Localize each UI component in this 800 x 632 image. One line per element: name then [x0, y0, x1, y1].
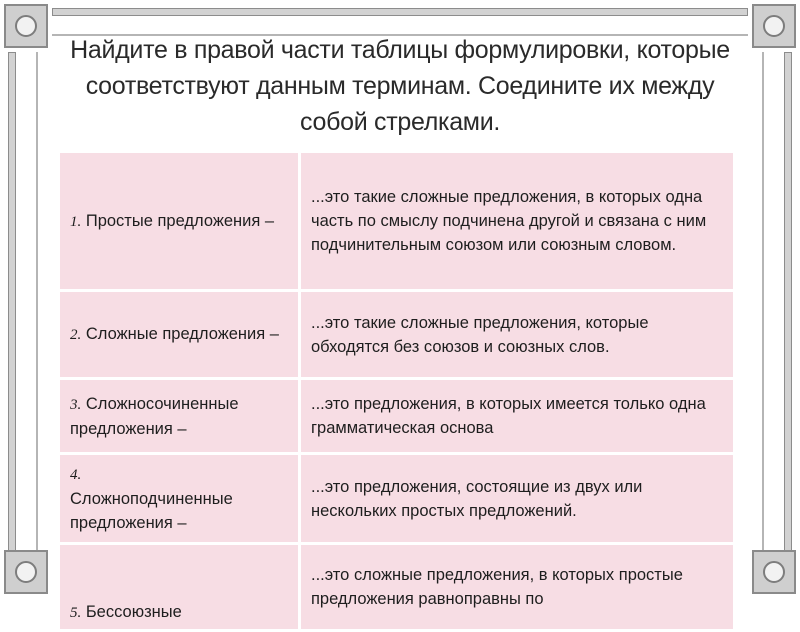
term-cell — [60, 291, 300, 379]
corner-knob-icon — [763, 561, 785, 583]
corner-knob-icon — [15, 561, 37, 583]
table-row — [60, 544, 733, 631]
term-text: Бессоюзные — [85, 603, 182, 621]
term-number: 1. — [70, 213, 82, 230]
corner-knob-icon — [763, 15, 785, 37]
term-number: 5. — [70, 605, 82, 621]
table-row — [60, 291, 733, 379]
term-text: Сложные предложения – — [85, 325, 279, 343]
table-row — [60, 153, 733, 291]
frame-corner-bottom-right — [752, 550, 796, 594]
frame-corner-top-left — [4, 4, 48, 48]
definition-cell: ...это сложные предложения, в которых простые предложения равноправны по — [300, 544, 734, 631]
term-cell — [60, 153, 300, 291]
definition-cell: ...это предложения, состоящие из двух или нескольких простых предложений. — [300, 454, 734, 544]
frame-corner-top-right — [752, 4, 796, 48]
frame-bar-top — [52, 8, 748, 16]
term-cell — [60, 379, 300, 454]
table-row — [60, 379, 733, 454]
table-row — [60, 454, 733, 544]
frame-bar-left — [8, 52, 16, 552]
term-text: Простые предложения – — [85, 211, 275, 230]
definition-cell: ...это такие сложные предложения, в которых одна часть по смыслу подчинена другой и связана с ним подчинительным союзом или союзным словом. — [300, 153, 734, 291]
term-cell — [60, 544, 300, 631]
corner-knob-icon — [15, 15, 37, 37]
term-number: 3. — [70, 396, 82, 413]
term-number: 4. — [70, 467, 82, 483]
frame-rail-right — [762, 52, 764, 552]
term-number: 2. — [70, 327, 82, 343]
frame-rail-left — [36, 52, 38, 552]
definition-cell: ...это предложения, в которых имеется только одна грамматическая основа — [300, 379, 734, 454]
frame-corner-bottom-left — [4, 550, 48, 594]
slide-title: Найдите в правой части таблицы формулировки, которые соответствуют данным терминам. Соедините их между собой стрелками. — [70, 36, 730, 136]
terms-table — [60, 153, 733, 632]
term-cell — [60, 454, 300, 544]
term-text: Сложноподчиненные предложения – — [70, 490, 233, 532]
term-text: Сложносочиненные предложения – — [70, 394, 239, 438]
definition-cell: ...это такие сложные предложения, которые обходятся без союзов и союзных слов. — [300, 291, 734, 379]
frame-bar-right — [784, 52, 792, 552]
